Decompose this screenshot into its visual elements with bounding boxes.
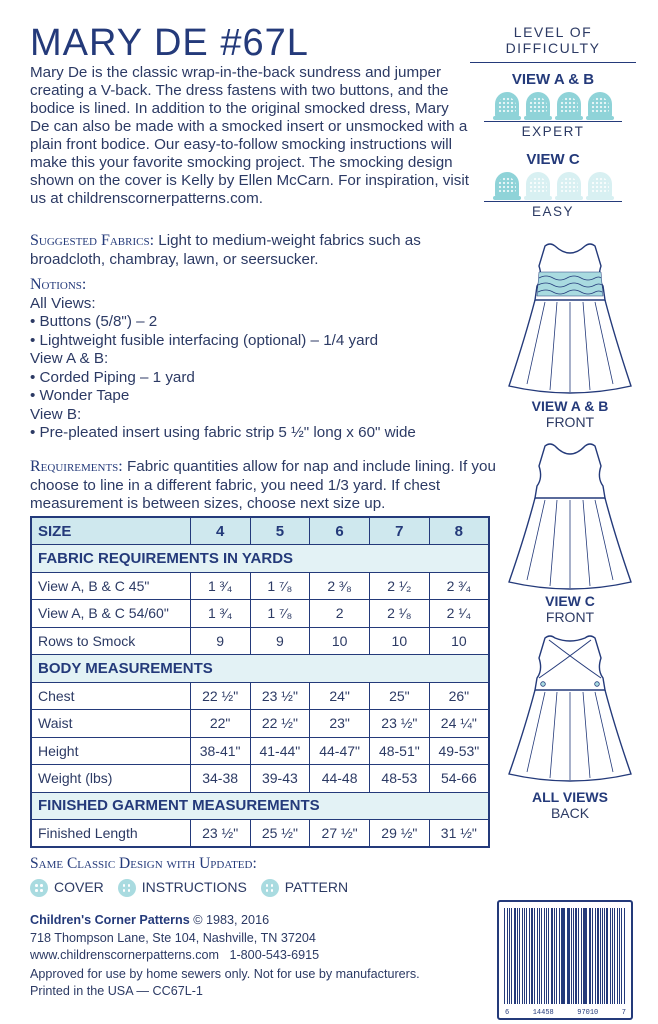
- barcode-bar: [544, 908, 545, 1004]
- barcode-bar: [511, 908, 512, 1004]
- table-cell: 49-53": [429, 737, 489, 765]
- row-label: Waist: [31, 710, 190, 738]
- notions-item: • Wonder Tape: [30, 387, 130, 404]
- notions-item: • Pre-pleated insert using fabric strip 5 ½" long x 60" wide: [30, 424, 416, 441]
- difficulty-rating: [470, 92, 636, 118]
- table-cell: 2 ¹⁄₄: [429, 600, 489, 628]
- notions-item: • Buttons (5/8") – 2: [30, 313, 158, 330]
- barcode-digit: 97010: [577, 1009, 599, 1017]
- notions-heading: Notions:: [30, 276, 87, 293]
- table-cell: 39-43: [250, 765, 310, 793]
- table-cell: 38-41": [190, 737, 250, 765]
- table-cell: 1 ⁷⁄₈: [250, 600, 310, 628]
- table-cell: 10: [310, 627, 370, 655]
- table-section-title: BODY MEASUREMENTS: [31, 655, 489, 683]
- figure-caption: [490, 789, 650, 821]
- table-cell: 25 ½": [250, 820, 310, 848]
- barcode-bar: [573, 908, 574, 1004]
- barcode-bar: [524, 908, 525, 1004]
- barcode-bar: [595, 908, 596, 1004]
- barcode-digit: 14458: [532, 1009, 554, 1017]
- updated-section: [30, 855, 348, 897]
- barcode-bar: [529, 908, 530, 1004]
- barcode-bar: [504, 908, 505, 1004]
- difficulty-view-label: VIEW C: [526, 151, 580, 168]
- barcode-bar: [610, 908, 611, 1004]
- requirements-heading: Requirements:: [30, 458, 123, 475]
- table-row: [31, 765, 489, 793]
- table-cell: 23 ½": [250, 682, 310, 710]
- barcode-bar: [534, 908, 535, 1004]
- barcode-bar: [602, 908, 603, 1004]
- table-row: [31, 737, 489, 765]
- company-info: [30, 912, 319, 965]
- table-cell: 2 ³⁄₈: [310, 572, 370, 600]
- table-section-row: [31, 792, 489, 820]
- size-chart-table: [30, 516, 490, 848]
- suggested-fabrics: [30, 232, 470, 269]
- updated-item-label: PATTERN: [284, 879, 349, 895]
- table-cell: 10: [429, 627, 489, 655]
- updated-item: [30, 879, 104, 897]
- barcode-bar: [568, 908, 569, 1004]
- figure-caption-bold: VIEW C: [545, 593, 595, 609]
- button-icon: [261, 879, 279, 897]
- barcode-bar: [583, 908, 584, 1004]
- barcode-bar: [526, 908, 527, 1004]
- barcode-bar: [556, 908, 557, 1004]
- dress-back-illustration: [505, 630, 635, 785]
- fabrics-heading: Suggested Fabrics:: [30, 232, 155, 249]
- barcode-bar: [562, 908, 564, 1004]
- barcode-bar: [548, 908, 549, 1004]
- updated-item: [118, 879, 247, 897]
- notions-item: • Lightweight fusible interfacing (optional) – 1/4 yard: [30, 331, 379, 349]
- table-header-row: [31, 517, 489, 545]
- button-icon: [118, 879, 136, 897]
- table-cell: 24 ¼": [429, 710, 489, 738]
- barcode-bar: [624, 908, 625, 1004]
- company-phone: 1-800-543-6915: [229, 948, 320, 962]
- table-row: [31, 572, 489, 600]
- table-cell: 23": [310, 710, 370, 738]
- barcode-bar: [559, 908, 560, 1004]
- table-cell: 41-44": [250, 737, 310, 765]
- barcode-bar: [592, 908, 593, 1004]
- legal-line: Printed in the USA — CC67L-1: [30, 984, 203, 998]
- row-label: View A, B & C 45": [31, 572, 190, 600]
- barcode-bar: [537, 908, 538, 1004]
- figure-caption: [490, 398, 650, 430]
- barcode-bar: [541, 908, 542, 1004]
- table-cell: 22 ½": [190, 682, 250, 710]
- table-row: [31, 600, 489, 628]
- barcode: [497, 900, 633, 1020]
- table-cell: 1 ⁷⁄₈: [250, 572, 310, 600]
- table-cell: 2: [310, 600, 370, 628]
- thimble-icon: [526, 172, 550, 198]
- barcode-bar: [597, 908, 598, 1004]
- figure-caption-sub: FRONT: [545, 414, 595, 430]
- notions-group-label: View B:: [30, 405, 82, 423]
- table-cell: 23 ½": [190, 820, 250, 848]
- legal-line: Approved for use by home sewers only. Not for use by manufacturers.: [30, 967, 420, 981]
- barcode-bar: [589, 908, 590, 1004]
- table-cell: 9: [190, 627, 250, 655]
- table-cell: 23 ½": [369, 710, 429, 738]
- difficulty-level: EXPERT: [470, 124, 636, 139]
- barcode-bar: [584, 908, 586, 1004]
- button-icon: [30, 879, 48, 897]
- barcode-bar: [604, 908, 605, 1004]
- table-cell: 22 ½": [250, 710, 310, 738]
- difficulty-title: LEVEL OF DIFFICULTY: [470, 24, 636, 63]
- updated-item: [261, 879, 348, 897]
- barcode-bar: [514, 908, 516, 1004]
- barcode-bar: [539, 908, 540, 1004]
- row-label: Rows to Smock: [31, 627, 190, 655]
- table-cell: 34-38: [190, 765, 250, 793]
- table-cell: 2 ¹⁄₈: [369, 600, 429, 628]
- barcode-bar: [581, 908, 582, 1004]
- barcode-digit: 7: [621, 1009, 626, 1017]
- barcode-bar: [522, 908, 523, 1004]
- barcode-bar: [614, 908, 615, 1004]
- table-row: [31, 682, 489, 710]
- table-row: [31, 710, 489, 738]
- size-header-cell: 8: [429, 517, 489, 545]
- figure-caption: [490, 593, 650, 625]
- row-label: Chest: [31, 682, 190, 710]
- table-cell: 48-51": [369, 737, 429, 765]
- barcode-bar: [551, 908, 553, 1004]
- table-cell: 24": [310, 682, 370, 710]
- table-cell: 29 ½": [369, 820, 429, 848]
- company-address: 718 Thompson Lane, Ste 104, Nashville, TN 37204: [30, 930, 316, 945]
- barcode-bar: [509, 908, 510, 1004]
- barcode-bars: [504, 908, 626, 1004]
- barcode-digits: [505, 1009, 626, 1017]
- notions-group-label: View A & B:: [30, 350, 109, 367]
- table-cell: 31 ½": [429, 820, 489, 848]
- barcode-bar: [546, 908, 547, 1004]
- barcode-bar: [531, 908, 533, 1004]
- updated-items: [30, 879, 348, 897]
- table-cell: 9: [250, 627, 310, 655]
- table-section-row: [31, 655, 489, 683]
- row-label: View A, B & C 54/60": [31, 600, 190, 628]
- table-cell: 54-66: [429, 765, 489, 793]
- updated-item-label: COVER: [54, 879, 104, 895]
- barcode-bar: [561, 908, 562, 1004]
- size-header-cell: 4: [190, 517, 250, 545]
- barcode-bar: [519, 908, 520, 1004]
- difficulty-rating: [470, 172, 636, 198]
- figure-caption-bold: ALL VIEWS: [532, 789, 608, 805]
- table-cell: 1 ³⁄₄: [190, 600, 250, 628]
- difficulty-panel: [470, 24, 636, 219]
- dress-view-c-front-illustration: [505, 438, 635, 593]
- table-cell: 26": [429, 682, 489, 710]
- thimble-icon: [588, 92, 612, 118]
- requirements-text: Fabric quantities allow for nap and include lining. If you choose to line in a different fabric, you need 1/3 yard. If chest measurement is between sizes, choose next size up.: [30, 458, 496, 512]
- figure-caption-sub: BACK: [550, 805, 590, 821]
- intro-text: Mary De is the classic wrap-in-the-back sundress and jumper creating a V-back. The dress fastens with two buttons, and the bodice is lined. In addition to the original smocked dress, Mary De can also be made with a smocked insert or unsmocked with a plain front bodice. Our easy-to-follow smocking instructions will make this your favorite smocking project. The smocking design shown on the cover is Kelly by Ellen McCarn. For inspiration, visit us at childrenscornerpatterns.com.: [30, 64, 469, 207]
- table-cell: 1 ³⁄₄: [190, 572, 250, 600]
- thimble-icon: [557, 92, 581, 118]
- requirements: [30, 458, 510, 514]
- thimble-icon: [526, 92, 550, 118]
- barcode-bar: [517, 908, 518, 1004]
- barcode-bar: [567, 908, 568, 1004]
- company-name: Children's Corner Patterns: [30, 913, 190, 927]
- company-website[interactable]: www.childrenscornerpatterns.com: [30, 948, 219, 962]
- size-header-cell: 5: [250, 517, 310, 545]
- table-section-title: FABRIC REQUIREMENTS IN YARDS: [31, 545, 489, 573]
- updated-heading: Same Classic Design with Updated:: [30, 855, 257, 872]
- row-label: Height: [31, 737, 190, 765]
- table-cell: 48-53: [369, 765, 429, 793]
- table-row: [31, 820, 489, 848]
- notions-item: • Corded Piping – 1 yard: [30, 368, 195, 386]
- barcode-bar: [612, 908, 613, 1004]
- barcode-bar: [600, 908, 601, 1004]
- table-cell: 2 ³⁄₄: [429, 572, 489, 600]
- thimble-icon: [557, 172, 581, 198]
- barcode-bar: [578, 908, 579, 1004]
- barcode-bar: [621, 908, 622, 1004]
- table-section-title: FINISHED GARMENT MEASUREMENTS: [31, 792, 489, 820]
- fabrics-text: Light to medium-weight fabrics such as broadcloth, chambray, lawn, or seersucker.: [30, 232, 421, 268]
- table-cell: 22": [190, 710, 250, 738]
- table-cell: 2 ¹⁄₂: [369, 572, 429, 600]
- table-cell: 44-48: [310, 765, 370, 793]
- thimble-icon: [495, 172, 519, 198]
- barcode-bar: [590, 908, 591, 1004]
- table-cell: 25": [369, 682, 429, 710]
- barcode-bar: [619, 908, 620, 1004]
- difficulty-level: EASY: [470, 204, 636, 219]
- table-cell: 10: [369, 627, 429, 655]
- row-label: Weight (lbs): [31, 765, 190, 793]
- barcode-bar: [507, 908, 508, 1004]
- figure-caption-sub: FRONT: [545, 609, 595, 625]
- size-header-cell: 6: [310, 517, 370, 545]
- thimble-icon: [588, 172, 612, 198]
- barcode-bar: [606, 908, 608, 1004]
- size-header-cell: 7: [369, 517, 429, 545]
- barcode-bar: [617, 908, 618, 1004]
- table-cell: 27 ½": [310, 820, 370, 848]
- row-label: Finished Length: [31, 820, 190, 848]
- barcode-bar: [571, 908, 572, 1004]
- barcode-bar: [575, 908, 576, 1004]
- size-header-label: SIZE: [31, 517, 190, 545]
- legal-notice: [30, 966, 420, 1000]
- updated-item-label: INSTRUCTIONS: [141, 879, 247, 895]
- notions: [30, 276, 490, 443]
- notions-group-label: All Views:: [30, 294, 96, 312]
- table-section-row: [31, 545, 489, 573]
- pattern-title: MARY DE #67L: [30, 22, 309, 64]
- thimble-icon: [495, 92, 519, 118]
- table-cell: 44-47": [310, 737, 370, 765]
- copyright: © 1983, 2016: [193, 913, 270, 927]
- dress-view-ab-front-illustration: [505, 238, 635, 398]
- table-row: [31, 627, 489, 655]
- barcode-digit: 6: [505, 1009, 510, 1017]
- barcode-bar: [554, 908, 555, 1004]
- difficulty-view-label: VIEW A & B: [511, 71, 595, 88]
- figure-caption-bold: VIEW A & B: [531, 398, 609, 414]
